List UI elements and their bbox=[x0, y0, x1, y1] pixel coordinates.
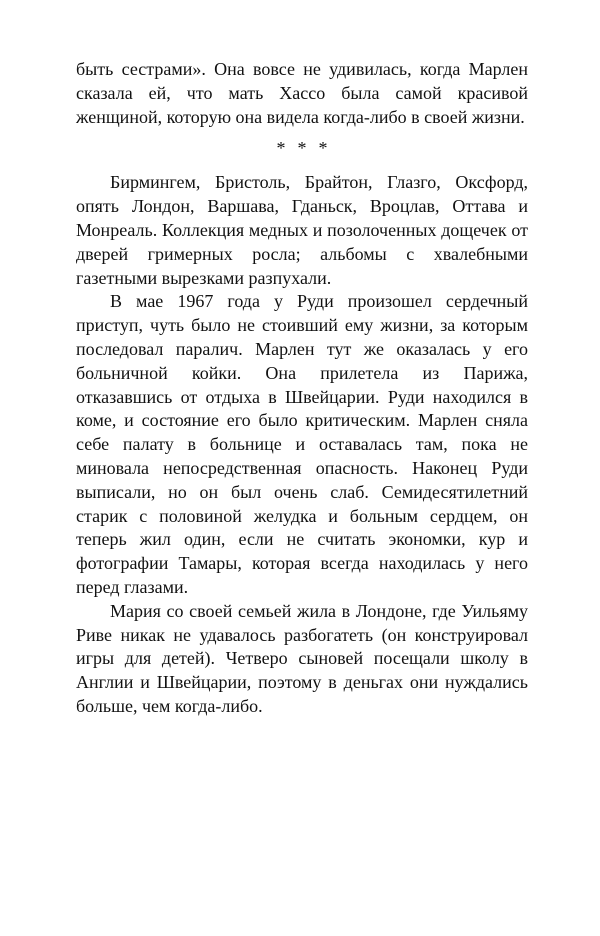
paragraph-3: В мае 1967 года у Руди произошел сердечный приступ, чуть было не стоивший ему жизни, за которым последовал паралич. Марлен тут же оказалась у его больничной койки. Она прилетела из Парижа, отказавшись от отдыха в Швейцарии. Руди находился в коме, и состояние его было критическим. Марлен сняла себе палату в больнице и оставалась там, пока не миновала непосредственная опасность. Наконец Руди выписали, но он был очень слаб. Семидесятилетний старик с половиной желудка и больным сердцем, он теперь жил один, если не считать экономки, кур и фотографии Тамары, которая всегда находилась у него перед глазами. bbox=[76, 291, 528, 597]
paragraph-1: быть сестрами». Она вовсе не удивилась, когда Марлен сказала ей, что мать Хассо была самой красивой женщиной, которую она видела когда-либо в своей жизни. bbox=[76, 59, 528, 127]
paragraph-2: Бирмингем, Бристоль, Брайтон, Глазго, Оксфорд, опять Лондон, Варшава, Гданьск, Вроцлав, Оттава и Монреаль. Коллекция медных и позолоченных дощечек от дверей гримерных росла; альбомы с хвалебными газетными вырезками разпухали. bbox=[76, 172, 528, 288]
section-break-asterisks: *** bbox=[276, 138, 340, 159]
book-page bbox=[76, 58, 528, 719]
paragraph-4: Мария со своей семьей жила в Лондоне, где Уильяму Риве никак не удавалось разбогатеть (он конструировал игры для детей). Четверо сыновей посещали школу в Англии и Швейцарии, поэтому в деньгах они нуждались больше, чем когда-либо. bbox=[76, 600, 528, 716]
